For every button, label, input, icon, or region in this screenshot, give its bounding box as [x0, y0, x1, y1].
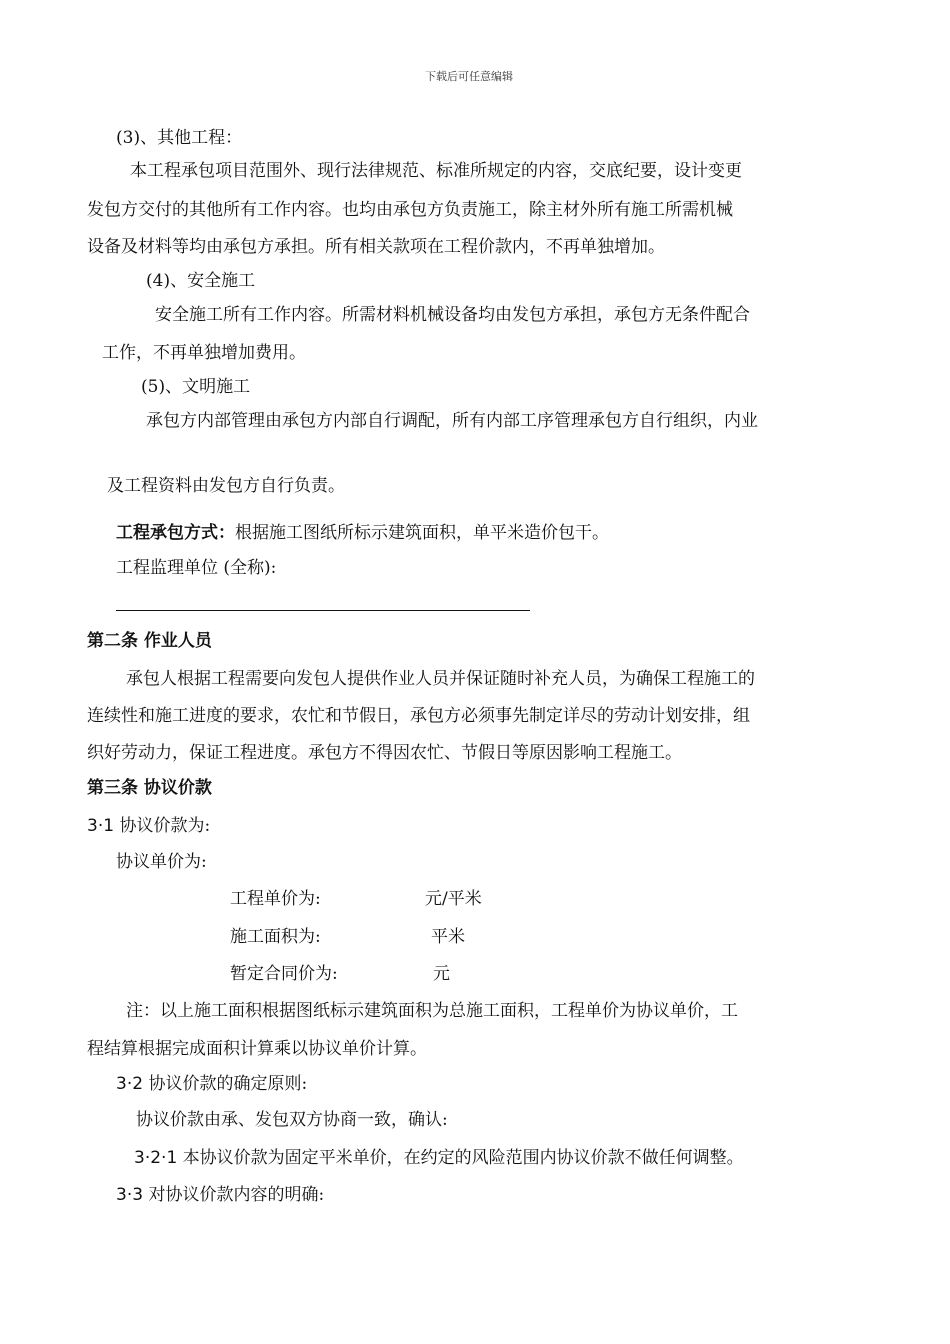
- clause-text: 对协议价款内容的明确:: [148, 1185, 325, 1205]
- clause-3-3: [116, 1184, 324, 1206]
- page-header: 下载后可任意编辑: [425, 70, 513, 83]
- clause-3-2-1: [134, 1147, 744, 1169]
- paragraph-line: 承包方内部管理由承包方内部自行调配，所有内部工序管理承包方自行组织，内业: [146, 411, 758, 431]
- clause-number: 3·2·1: [134, 1148, 178, 1168]
- clause-text: 协议价款的确定原则:: [148, 1074, 308, 1094]
- clause-3-1: [87, 815, 210, 837]
- clause-number: 3·1: [87, 816, 115, 836]
- unit-price-title: 协议单价为:: [116, 852, 207, 872]
- paragraph-line: 安全施工所有工作内容。所需材料机械设备均由发包方承担，承包方无条件配合: [155, 305, 750, 325]
- note-line: 程结算根据完成面积计算乘以协议单价计算。: [87, 1039, 427, 1059]
- paragraph-line: 连续性和施工进度的要求，农忙和节假日，承包方必须事先制定详尽的劳动计划安排，组: [87, 706, 750, 726]
- clause-text: 协议价款为:: [119, 816, 211, 836]
- contract-method-text: 根据施工图纸所标示建筑面积，单平米造价包干。: [235, 523, 609, 543]
- clause-number: 3·3: [116, 1185, 144, 1205]
- paragraph-line: 本工程承包项目范围外、现行法律规范、标准所规定的内容，交底纪要，设计变更: [130, 161, 742, 181]
- contract-method-line: [116, 522, 609, 544]
- paragraph-line: 设备及材料等均由承包方承担。所有相关款项在工程价款内，不再单独增加。: [87, 237, 665, 257]
- paragraph-line: 发包方交付的其他所有工作内容。也均由承包方负责施工，除主材外所有施工所需机械: [87, 200, 733, 220]
- supervisor-label: 工程监理单位 (全称):: [116, 558, 277, 578]
- price-row-unit: 元: [433, 964, 450, 984]
- price-row-label: 施工面积为:: [230, 927, 321, 947]
- price-row-unit: 平米: [431, 927, 465, 947]
- clause-3-2: [116, 1073, 307, 1095]
- clause-number: 3·2: [116, 1074, 144, 1094]
- paragraph-line: 织好劳动力，保证工程进度。承包方不得因农忙、节假日等原因影响工程施工。: [87, 743, 682, 763]
- price-row-label: 工程单价为:: [230, 889, 321, 909]
- price-row-unit: 元/平米: [425, 889, 482, 909]
- supervisor-blank-line: [116, 610, 530, 611]
- clause-text: 本协议价款为固定平米单价，在约定的风险范围内协议价款不做任何调整。: [182, 1148, 744, 1168]
- article-2-title: 第二条 作业人员: [87, 631, 212, 651]
- note-line: 注：以上施工面积根据图纸标示建筑面积为总施工面积，工程单价为协议单价，工: [126, 1001, 738, 1021]
- paragraph-line: 及工程资料由发包方自行负责。: [107, 476, 345, 496]
- paragraph-line: 工作，不再单独增加费用。: [102, 343, 306, 363]
- section-3-title: (3)、其他工程：: [116, 128, 243, 148]
- paragraph-line: 承包人根据工程需要向发包人提供作业人员并保证随时补充人员，为确保工程施工的: [126, 669, 755, 689]
- section-4-title: (4)、安全施工: [146, 271, 256, 291]
- section-5-title: (5)、文明施工: [141, 377, 251, 397]
- contract-method-label: 工程承包方式：: [116, 523, 235, 543]
- price-row-label: 暂定合同价为:: [230, 964, 338, 984]
- paragraph-line: 协议价款由承、发包双方协商一致，确认:: [136, 1110, 448, 1130]
- article-3-title: 第三条 协议价款: [87, 778, 212, 798]
